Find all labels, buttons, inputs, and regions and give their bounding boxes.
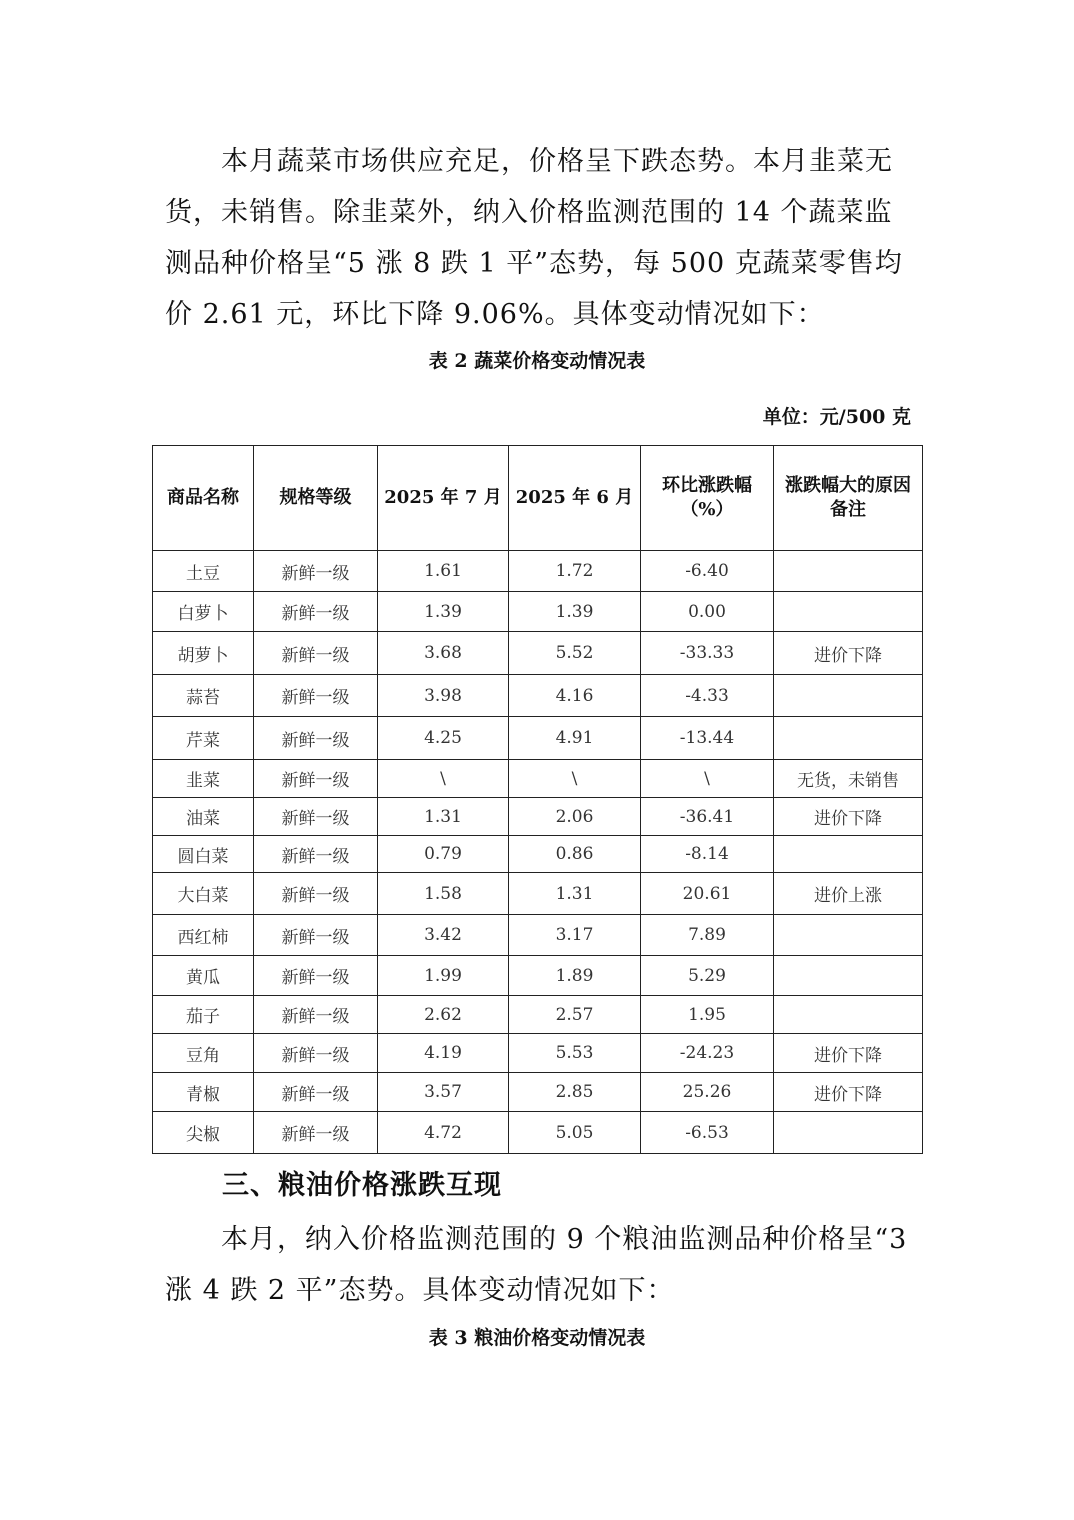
table-row — [153, 592, 923, 632]
cell-july-price: \ — [378, 760, 509, 798]
cell-june-price: 3.17 — [509, 915, 641, 956]
cell-june-price: 0.86 — [509, 836, 641, 873]
table-row — [153, 760, 923, 798]
cell-grade: 新鲜一级 — [254, 760, 378, 798]
cell-change: 7.89 — [641, 915, 774, 956]
header-note: 涨跌幅大的原因备注 — [774, 446, 923, 551]
cell-july-price: 1.39 — [378, 592, 509, 632]
table-row — [153, 675, 923, 717]
cell-product-name: 大白菜 — [153, 873, 254, 915]
cell-note: 进价下降 — [774, 1073, 923, 1112]
cell-grade: 新鲜一级 — [254, 956, 378, 996]
cell-july-price: 2.62 — [378, 996, 509, 1034]
cell-july-price: 3.57 — [378, 1073, 509, 1112]
cell-june-price: \ — [509, 760, 641, 798]
cell-change: -13.44 — [641, 717, 774, 760]
cell-change: \ — [641, 760, 774, 798]
table-row — [153, 996, 923, 1034]
cell-product-name: 圆白菜 — [153, 836, 254, 873]
cell-july-price: 1.31 — [378, 798, 509, 836]
table-row — [153, 632, 923, 675]
cell-note — [774, 717, 923, 760]
cell-change: -6.53 — [641, 1112, 774, 1154]
cell-note — [774, 551, 923, 592]
cell-note: 进价上涨 — [774, 873, 923, 915]
cell-grade: 新鲜一级 — [254, 592, 378, 632]
cell-note — [774, 996, 923, 1034]
cell-change: -6.40 — [641, 551, 774, 592]
cell-note — [774, 915, 923, 956]
cell-july-price: 4.19 — [378, 1034, 509, 1073]
cell-note: 进价下降 — [774, 632, 923, 675]
cell-change: -33.33 — [641, 632, 774, 675]
cell-product-name: 白萝卜 — [153, 592, 254, 632]
cell-july-price: 1.58 — [378, 873, 509, 915]
intro-paragraph: 本月蔬菜市场供应充足，价格呈下跌态势。本月韭菜无货，未销售。除韭菜外，纳入价格监测范围的 14 个蔬菜监测品种价格呈“5 涨 8 跌 1 平”态势，每 500 克蔬菜零售均价 2.61 元，环比下降 9.06%。具体变动情况如下： — [165, 146, 903, 330]
cell-grade: 新鲜一级 — [254, 798, 378, 836]
cell-june-price: 1.89 — [509, 956, 641, 996]
cell-july-price: 1.99 — [378, 956, 509, 996]
cell-july-price: 1.61 — [378, 551, 509, 592]
cell-june-price: 5.05 — [509, 1112, 641, 1154]
cell-note — [774, 956, 923, 996]
table-row — [153, 1034, 923, 1073]
cell-product-name: 蒜苔 — [153, 675, 254, 717]
cell-change: 20.61 — [641, 873, 774, 915]
cell-change: 0.00 — [641, 592, 774, 632]
cell-product-name: 韭菜 — [153, 760, 254, 798]
cell-june-price: 1.39 — [509, 592, 641, 632]
table-row — [153, 798, 923, 836]
cell-product-name: 青椒 — [153, 1073, 254, 1112]
cell-note — [774, 675, 923, 717]
cell-product-name: 尖椒 — [153, 1112, 254, 1154]
vegetable-price-table — [152, 445, 923, 1154]
cell-june-price: 5.53 — [509, 1034, 641, 1073]
cell-grade: 新鲜一级 — [254, 1073, 378, 1112]
cell-grade: 新鲜一级 — [254, 551, 378, 592]
cell-change: 5.29 — [641, 956, 774, 996]
table-row — [153, 915, 923, 956]
cell-note — [774, 836, 923, 873]
cell-note — [774, 1112, 923, 1154]
cell-july-price: 0.79 — [378, 836, 509, 873]
table-row — [153, 1073, 923, 1112]
cell-grade: 新鲜一级 — [254, 1034, 378, 1073]
table3-caption: 表 3 粮油价格变动情况表 — [428, 1327, 646, 1349]
cell-product-name: 豆角 — [153, 1034, 254, 1073]
cell-product-name: 油菜 — [153, 798, 254, 836]
table2-caption: 表 2 蔬菜价格变动情况表 — [428, 350, 646, 372]
table-row — [153, 717, 923, 760]
cell-product-name: 胡萝卜 — [153, 632, 254, 675]
cell-grade: 新鲜一级 — [254, 717, 378, 760]
cell-note: 无货，未销售 — [774, 760, 923, 798]
cell-june-price: 1.72 — [509, 551, 641, 592]
cell-grade: 新鲜一级 — [254, 675, 378, 717]
cell-grade: 新鲜一级 — [254, 632, 378, 675]
cell-product-name: 茄子 — [153, 996, 254, 1034]
cell-june-price: 4.91 — [509, 717, 641, 760]
table-row — [153, 1112, 923, 1154]
cell-change: -24.23 — [641, 1034, 774, 1073]
cell-june-price: 2.06 — [509, 798, 641, 836]
cell-change: 1.95 — [641, 996, 774, 1034]
cell-july-price: 4.72 — [378, 1112, 509, 1154]
cell-july-price: 3.42 — [378, 915, 509, 956]
cell-june-price: 4.16 — [509, 675, 641, 717]
cell-june-price: 2.85 — [509, 1073, 641, 1112]
cell-change: -8.14 — [641, 836, 774, 873]
cell-product-name: 黄瓜 — [153, 956, 254, 996]
cell-june-price: 2.57 — [509, 996, 641, 1034]
cell-july-price: 3.68 — [378, 632, 509, 675]
cell-note: 进价下降 — [774, 1034, 923, 1073]
table-row — [153, 873, 923, 915]
header-product-name: 商品名称 — [153, 446, 254, 551]
header-grade: 规格等级 — [254, 446, 378, 551]
header-july: 2025 年 7 月 — [378, 446, 509, 551]
table-row — [153, 956, 923, 996]
cell-note — [774, 592, 923, 632]
cell-change: -4.33 — [641, 675, 774, 717]
cell-grade: 新鲜一级 — [254, 915, 378, 956]
table2-unit: 单位：元/500 克 — [762, 406, 911, 428]
cell-grade: 新鲜一级 — [254, 836, 378, 873]
cell-july-price: 4.25 — [378, 717, 509, 760]
cell-product-name: 土豆 — [153, 551, 254, 592]
cell-product-name: 芹菜 — [153, 717, 254, 760]
cell-product-name: 西红柿 — [153, 915, 254, 956]
table-row — [153, 551, 923, 592]
cell-june-price: 1.31 — [509, 873, 641, 915]
cell-june-price: 5.52 — [509, 632, 641, 675]
header-change: 环比涨跌幅（%） — [641, 446, 774, 551]
header-june: 2025 年 6 月 — [509, 446, 641, 551]
cell-july-price: 3.98 — [378, 675, 509, 717]
table-header-row — [153, 446, 923, 551]
cell-grade: 新鲜一级 — [254, 873, 378, 915]
section3-heading: 三、粮油价格涨跌互现 — [222, 1170, 502, 1201]
cell-note: 进价下降 — [774, 798, 923, 836]
section3-paragraph: 本月，纳入价格监测范围的 9 个粮油监测品种价格呈“3 涨 4 跌 2 平”态势。具体变动情况如下： — [165, 1224, 908, 1306]
cell-grade: 新鲜一级 — [254, 996, 378, 1034]
table-row — [153, 836, 923, 873]
cell-change: -36.41 — [641, 798, 774, 836]
cell-change: 25.26 — [641, 1073, 774, 1112]
cell-grade: 新鲜一级 — [254, 1112, 378, 1154]
